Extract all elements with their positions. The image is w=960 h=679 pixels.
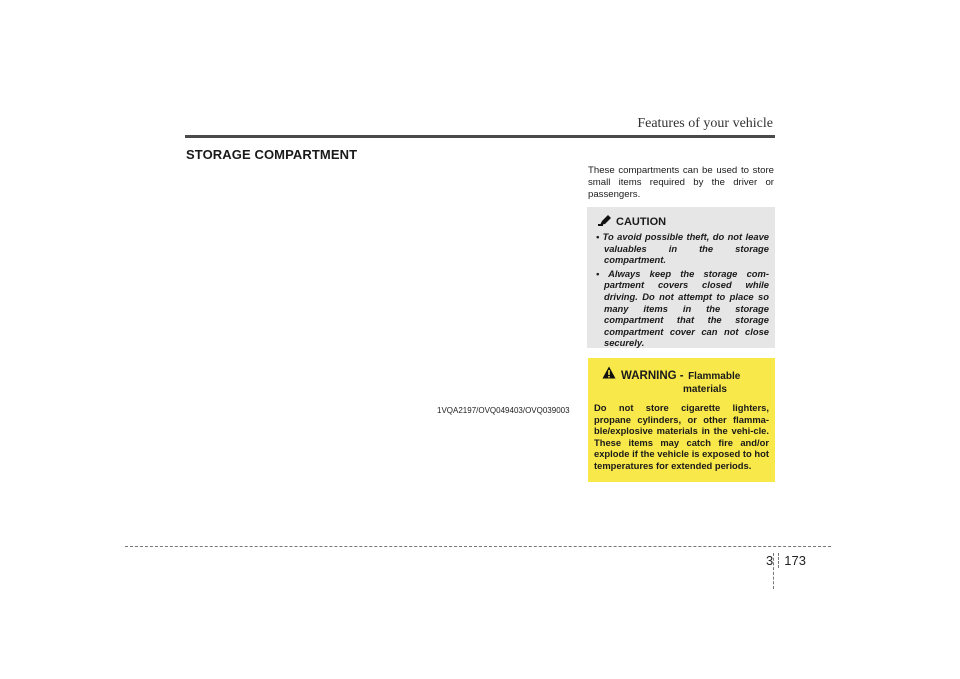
- warning-body: Do not store cigarette lighters, propane cylinders, or other flamma-ble/explosive materials in the vehi-cle. These items may catch fire and/or explode if the vehicle is exposed to hot temperatures for extended periods.: [594, 402, 769, 471]
- header-title: Features of your vehicle: [637, 116, 773, 131]
- page-number: [766, 553, 806, 568]
- caution-item: • To avoid possible theft, do not leave valuables in the storage compartment.: [596, 231, 769, 266]
- header-rule: [185, 135, 775, 138]
- caution-item: • Always keep the storage com-partment covers closed while driving. Do not attempt to place so many items in the storage compartment that the storage compartment cover can not close securely.: [596, 267, 769, 349]
- section-title: STORAGE COMPARTMENT: [186, 147, 358, 162]
- warning-triangle-icon: [602, 366, 616, 384]
- chapter-number: 3: [766, 553, 779, 568]
- figure-code: 1VQA2197/OVQ049403/OVQ039003: [437, 406, 570, 415]
- caution-box: [587, 207, 775, 348]
- warning-title: WARNING -: [621, 370, 684, 382]
- warning-subtitle-1: Flammable: [688, 371, 741, 382]
- warning-subtitle-2: materials: [683, 384, 727, 395]
- page-number-value: 173: [784, 553, 806, 568]
- warning-header: [594, 366, 769, 396]
- warning-box: [588, 358, 775, 482]
- caution-title: CAUTION: [616, 215, 667, 228]
- caution-header: [594, 214, 769, 229]
- caution-item-text: Always keep the storage com-partment covers closed while driving. Do not attempt to place so many items in the storage compartment that the storage compartment cover can not close securely.: [604, 267, 769, 349]
- caution-item-text: To avoid possible theft, do not leave valuables in the storage compartment.: [602, 231, 769, 266]
- footer-rule: [125, 546, 831, 547]
- pencil-icon: [598, 214, 612, 229]
- intro-text: These compartments can be used to store small items required by the driver or passengers.: [588, 165, 774, 200]
